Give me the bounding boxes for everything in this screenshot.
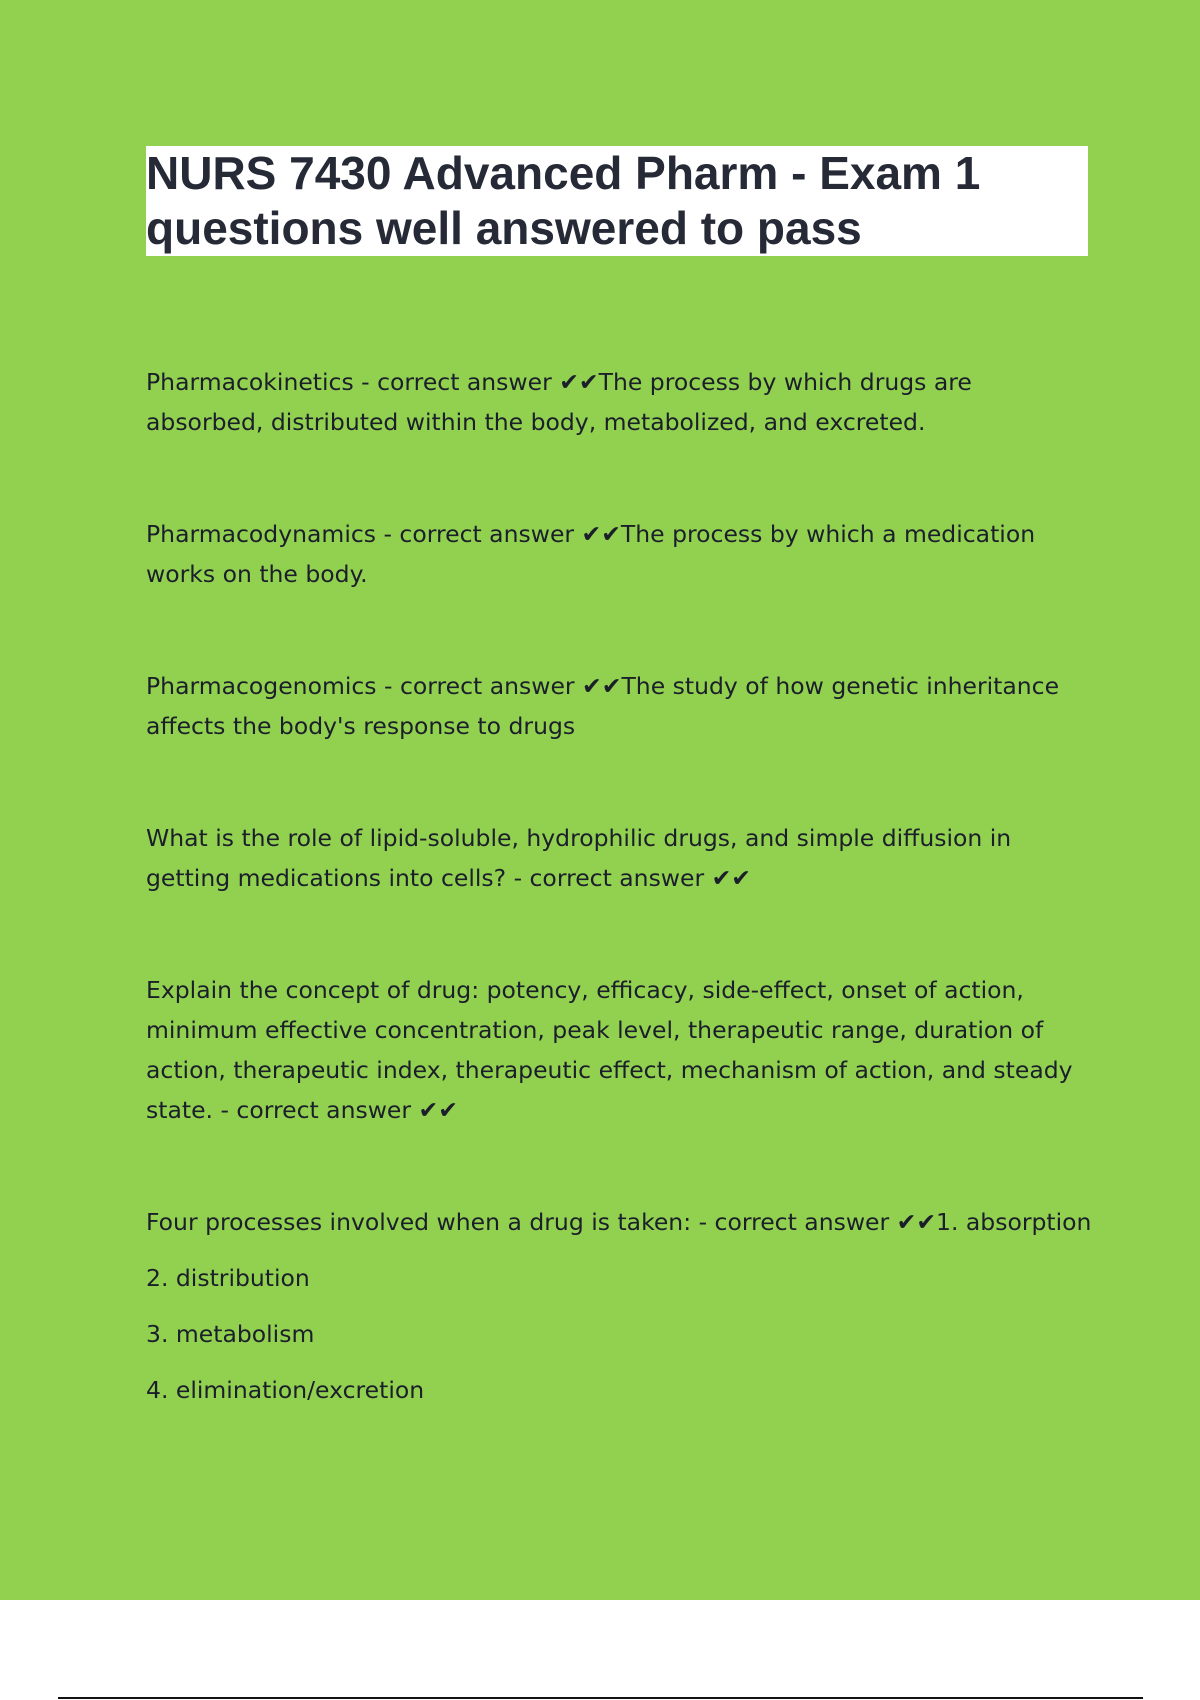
qa-content — [146, 362, 1096, 1426]
list-item-metabolism: 3. metabolism — [146, 1320, 315, 1348]
qa-entry-pharmacogenomics: Pharmacogenomics - correct answer ✔✔The study of how genetic inheritance affects the body's response to drugs — [146, 672, 1060, 740]
qa-entry-drug-concepts: Explain the concept of drug: potency, efficacy, side-effect, onset of action, minimum effective concentration, peak level, therapeutic range, duration of action, therapeutic index, therapeutic effect, mechanism of action, and steady state. - correct answer ✔✔ — [146, 976, 1073, 1124]
list-item-distribution: 2. distribution — [146, 1264, 310, 1292]
qa-entry-pharmacodynamics: Pharmacodynamics - correct answer ✔✔The process by which a medication works on the body. — [146, 520, 1036, 588]
page-title: NURS 7430 Advanced Pharm - Exam 1 questions well answered to pass — [146, 147, 981, 254]
list-item-elimination: 4. elimination/excretion — [146, 1376, 425, 1404]
footer-divider — [58, 1697, 1143, 1699]
title-box — [146, 146, 1088, 256]
qa-entry-lipid-soluble-drugs: What is the role of lipid-soluble, hydrophilic drugs, and simple diffusion in getting medications into cells? - correct answer ✔✔ — [146, 824, 1012, 892]
qa-entry-four-processes: Four processes involved when a drug is taken: - correct answer ✔✔1. absorption — [146, 1208, 1092, 1236]
qa-entry-pharmacokinetics: Pharmacokinetics - correct answer ✔✔The process by which drugs are absorbed, distributed within the body, metabolized, and excreted. — [146, 368, 972, 436]
